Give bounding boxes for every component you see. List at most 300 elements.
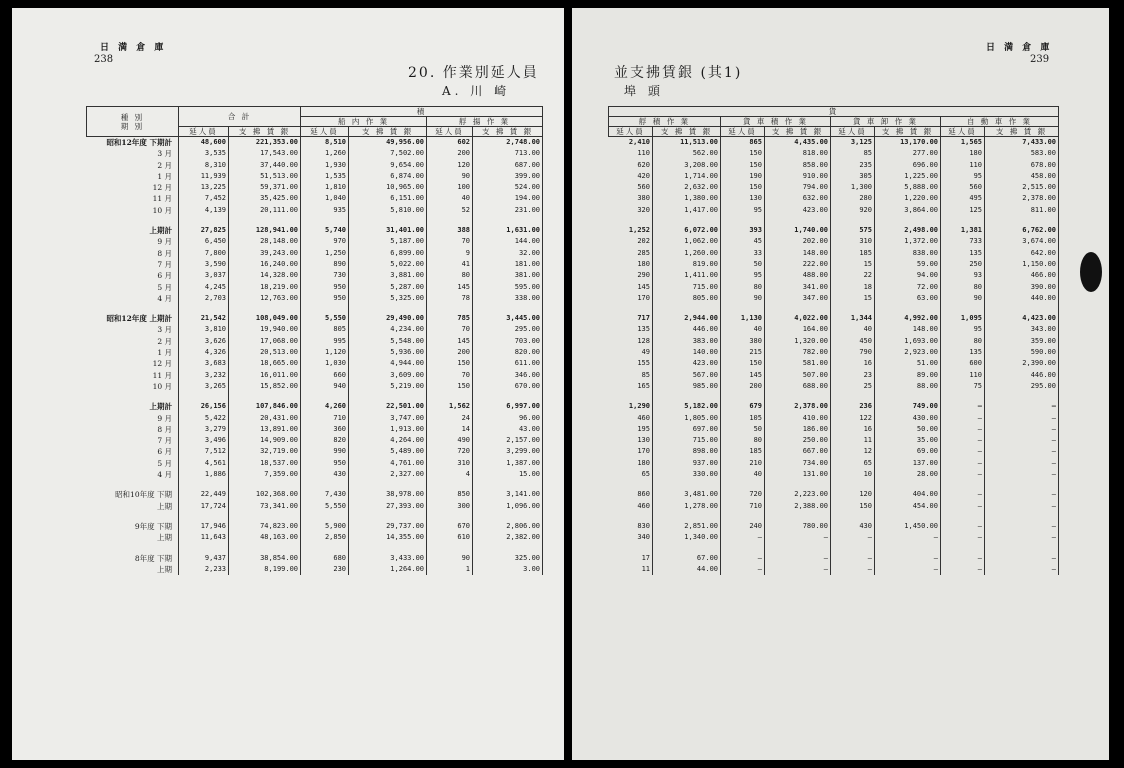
table-cell: 3,279 bbox=[179, 424, 229, 435]
table-cell: 18 bbox=[831, 282, 875, 293]
table-cell: 562.00 bbox=[653, 148, 721, 159]
table-cell: 2,382.00 bbox=[473, 532, 543, 543]
table-cell: 180 bbox=[941, 148, 985, 159]
table-cell: 898.00 bbox=[653, 446, 721, 457]
table-cell bbox=[765, 544, 831, 553]
table-cell: 40 bbox=[831, 324, 875, 335]
table-cell: 5,936.00 bbox=[349, 347, 427, 358]
table-cell: 13,170.00 bbox=[875, 137, 941, 149]
table-cell bbox=[473, 512, 543, 521]
table-row bbox=[609, 205, 1059, 216]
table-cell: 20,431.00 bbox=[229, 413, 301, 424]
table-cell: 2,233 bbox=[179, 564, 229, 575]
table-cell: 15,852.00 bbox=[229, 381, 301, 392]
table-cell: 280 bbox=[831, 193, 875, 204]
table-cell: 1,805.00 bbox=[653, 413, 721, 424]
table-row bbox=[87, 544, 543, 553]
table-cell: 145 bbox=[427, 336, 473, 347]
table-cell: 811.00 bbox=[985, 205, 1059, 216]
table-cell: 7,433.00 bbox=[985, 137, 1059, 149]
table-cell bbox=[765, 512, 831, 521]
table-cell: 40 bbox=[721, 324, 765, 335]
table-cell: 600 bbox=[941, 358, 985, 369]
table-row bbox=[87, 501, 543, 512]
table-cell: 85 bbox=[831, 148, 875, 159]
table-cell: 22,449 bbox=[179, 489, 229, 500]
table-cell bbox=[609, 480, 653, 489]
table-cell: 2,515.00 bbox=[985, 182, 1059, 193]
table-cell: 5,182.00 bbox=[653, 401, 721, 412]
table-cell: 13,225 bbox=[179, 182, 229, 193]
table-row bbox=[87, 171, 543, 182]
table-cell bbox=[653, 544, 721, 553]
table-cell: 1,030 bbox=[301, 358, 349, 369]
table-cell bbox=[653, 216, 721, 225]
table-cell bbox=[349, 304, 427, 313]
table-cell: 679 bbox=[721, 401, 765, 412]
table-cell: 2,703 bbox=[179, 293, 229, 304]
row-label bbox=[87, 216, 179, 225]
table-row bbox=[87, 193, 543, 204]
table-cell: 830 bbox=[609, 521, 653, 532]
table-cell: 1,913.00 bbox=[349, 424, 427, 435]
table-cell bbox=[229, 392, 301, 401]
table-cell: 858.00 bbox=[765, 160, 831, 171]
table-cell: 5,900 bbox=[301, 521, 349, 532]
table-row bbox=[609, 413, 1059, 424]
table-cell: 4,944.00 bbox=[349, 358, 427, 369]
table-cell: 4,561 bbox=[179, 458, 229, 469]
table-cell: 310 bbox=[427, 458, 473, 469]
table-cell bbox=[427, 304, 473, 313]
table-cell: 430 bbox=[831, 521, 875, 532]
row-label bbox=[87, 512, 179, 521]
table-cell: 3,683 bbox=[179, 358, 229, 369]
table-cell bbox=[653, 304, 721, 313]
table-cell: 222.00 bbox=[765, 259, 831, 270]
table-cell: 32.00 bbox=[473, 248, 543, 259]
table-row bbox=[87, 293, 543, 304]
table-cell: 3,125 bbox=[831, 137, 875, 149]
table-row bbox=[609, 293, 1059, 304]
table-cell: 720 bbox=[721, 489, 765, 500]
table-row bbox=[87, 160, 543, 171]
header-col4: 自 動 車 作 業 bbox=[941, 117, 1059, 127]
table-cell: — bbox=[875, 553, 941, 564]
table-cell bbox=[941, 216, 985, 225]
table-cell: 1,810 bbox=[301, 182, 349, 193]
table-cell: 330.00 bbox=[653, 469, 721, 480]
table-cell: — bbox=[985, 521, 1059, 532]
table-cell: 2,850 bbox=[301, 532, 349, 543]
table-cell: 715.00 bbox=[653, 282, 721, 293]
table-cell bbox=[349, 512, 427, 521]
table-cell: — bbox=[941, 521, 985, 532]
table-cell: 11,939 bbox=[179, 171, 229, 182]
table-cell: 458.00 bbox=[985, 171, 1059, 182]
table-cell: 277.00 bbox=[875, 148, 941, 159]
right-page bbox=[572, 8, 1109, 760]
table-cell: 818.00 bbox=[765, 148, 831, 159]
table-cell bbox=[427, 392, 473, 401]
table-cell: — bbox=[875, 564, 941, 575]
left-data-table bbox=[86, 106, 543, 575]
table-cell: 105 bbox=[721, 413, 765, 424]
table-cell: 17,724 bbox=[179, 501, 229, 512]
table-cell: 696.00 bbox=[875, 160, 941, 171]
table-cell: — bbox=[765, 553, 831, 564]
table-cell: 93 bbox=[941, 270, 985, 281]
table-cell: 89.00 bbox=[875, 370, 941, 381]
table-cell: 2,851.00 bbox=[653, 521, 721, 532]
table-cell: 200 bbox=[721, 381, 765, 392]
table-cell: 63.00 bbox=[875, 293, 941, 304]
table-cell: 50 bbox=[721, 424, 765, 435]
table-cell: 860 bbox=[609, 489, 653, 500]
table-cell: 7,800 bbox=[179, 248, 229, 259]
table-cell: 782.00 bbox=[765, 347, 831, 358]
table-cell: 4,761.00 bbox=[349, 458, 427, 469]
table-cell: 610 bbox=[427, 532, 473, 543]
table-cell: 495 bbox=[941, 193, 985, 204]
table-cell: 1,417.00 bbox=[653, 205, 721, 216]
table-row bbox=[609, 370, 1059, 381]
table-cell: 295.00 bbox=[473, 324, 543, 335]
table-row bbox=[609, 347, 1059, 358]
table-cell: 4,992.00 bbox=[875, 313, 941, 324]
table-row bbox=[609, 282, 1059, 293]
table-cell: 4,264.00 bbox=[349, 435, 427, 446]
table-cell bbox=[721, 304, 765, 313]
table-cell: 9,654.00 bbox=[349, 160, 427, 171]
table-cell: 148.00 bbox=[875, 324, 941, 335]
table-cell: 80 bbox=[427, 270, 473, 281]
table-cell bbox=[179, 216, 229, 225]
table-cell: 346.00 bbox=[473, 370, 543, 381]
table-cell: 145 bbox=[721, 370, 765, 381]
table-row bbox=[87, 458, 543, 469]
table-cell bbox=[721, 216, 765, 225]
table-row bbox=[87, 358, 543, 369]
table-cell: 680 bbox=[301, 553, 349, 564]
table-cell: 12,763.00 bbox=[229, 293, 301, 304]
table-cell: 805 bbox=[301, 324, 349, 335]
table-row bbox=[609, 392, 1059, 401]
table-title: 並支拂賃銀 (其1) bbox=[614, 65, 743, 81]
book-spine bbox=[564, 0, 572, 768]
table-cell: 3,496 bbox=[179, 435, 229, 446]
table-cell: 75 bbox=[941, 381, 985, 392]
table-cell: 130 bbox=[609, 435, 653, 446]
table-cell: 14,328.00 bbox=[229, 270, 301, 281]
table-cell: 80 bbox=[721, 435, 765, 446]
table-cell: 235 bbox=[831, 160, 875, 171]
table-cell: 18,665.00 bbox=[229, 358, 301, 369]
table-cell: 22,501.00 bbox=[349, 401, 427, 412]
table-cell: 611.00 bbox=[473, 358, 543, 369]
table-cell: 14 bbox=[427, 424, 473, 435]
table-cell bbox=[609, 544, 653, 553]
table-cell: 6,874.00 bbox=[349, 171, 427, 182]
table-cell: 67.00 bbox=[653, 553, 721, 564]
table-cell: 749.00 bbox=[875, 401, 941, 412]
table-cell: 359.00 bbox=[985, 336, 1059, 347]
table-subtitle: 埠 頭 bbox=[624, 84, 664, 98]
table-cell: 488.00 bbox=[765, 270, 831, 281]
table-cell: 360 bbox=[301, 424, 349, 435]
table-cell: 110 bbox=[941, 160, 985, 171]
table-cell: 41 bbox=[427, 259, 473, 270]
table-cell: 381.00 bbox=[473, 270, 543, 281]
table-cell: 17,543.00 bbox=[229, 148, 301, 159]
table-cell: 202.00 bbox=[765, 236, 831, 247]
row-label: 11 月 bbox=[87, 370, 179, 381]
table-cell: — bbox=[765, 532, 831, 543]
table-cell bbox=[609, 392, 653, 401]
table-cell: 21,542 bbox=[179, 313, 229, 324]
table-cell: — bbox=[941, 553, 985, 564]
table-row bbox=[609, 216, 1059, 225]
table-cell: 5,810.00 bbox=[349, 205, 427, 216]
table-cell: 70 bbox=[427, 236, 473, 247]
table-cell: 28,148.00 bbox=[229, 236, 301, 247]
table-cell: 17,068.00 bbox=[229, 336, 301, 347]
table-cell: 40 bbox=[721, 469, 765, 480]
table-cell: 25 bbox=[831, 381, 875, 392]
table-cell: 780.00 bbox=[765, 521, 831, 532]
table-cell: 9 bbox=[427, 248, 473, 259]
table-cell: 3,433.00 bbox=[349, 553, 427, 564]
table-cell: 78 bbox=[427, 293, 473, 304]
table-cell: — bbox=[721, 553, 765, 564]
table-cell: 423.00 bbox=[653, 358, 721, 369]
table-cell: 865 bbox=[721, 137, 765, 149]
table-cell: 310 bbox=[831, 236, 875, 247]
table-cell: — bbox=[985, 532, 1059, 543]
table-cell bbox=[349, 544, 427, 553]
table-cell: 20,513.00 bbox=[229, 347, 301, 358]
table-row bbox=[87, 324, 543, 335]
table-cell: 11 bbox=[831, 435, 875, 446]
table-row bbox=[609, 236, 1059, 247]
header-persons: 延人員 bbox=[179, 127, 229, 137]
table-cell: 590.00 bbox=[985, 347, 1059, 358]
table-row bbox=[87, 270, 543, 281]
table-cell: 145 bbox=[427, 282, 473, 293]
table-cell bbox=[985, 512, 1059, 521]
table-cell: 3,481.00 bbox=[653, 489, 721, 500]
table-cell bbox=[941, 480, 985, 489]
table-row bbox=[87, 148, 543, 159]
row-label: 9 月 bbox=[87, 413, 179, 424]
row-label: 上期計 bbox=[87, 401, 179, 412]
table-cell: 210 bbox=[721, 458, 765, 469]
table-cell: 1,096.00 bbox=[473, 501, 543, 512]
row-label bbox=[87, 544, 179, 553]
table-cell: 150 bbox=[721, 160, 765, 171]
table-cell: 7,359.00 bbox=[229, 469, 301, 480]
table-cell: 524.00 bbox=[473, 182, 543, 193]
row-label: 昭和12年度 下期計 bbox=[87, 137, 179, 149]
header-wages: 支 拂 賃 銀 bbox=[229, 127, 301, 137]
table-cell bbox=[831, 392, 875, 401]
table-cell: 507.00 bbox=[765, 370, 831, 381]
row-label: 1 月 bbox=[87, 347, 179, 358]
table-cell: 7,430 bbox=[301, 489, 349, 500]
table-cell: 4 bbox=[427, 469, 473, 480]
left-page bbox=[12, 8, 564, 760]
table-row bbox=[609, 553, 1059, 564]
table-subtitle: A. 川 崎 bbox=[442, 84, 511, 98]
table-cell: 3,810 bbox=[179, 324, 229, 335]
table-cell: 990 bbox=[301, 446, 349, 457]
table-cell: 5,422 bbox=[179, 413, 229, 424]
table-cell: 794.00 bbox=[765, 182, 831, 193]
table-cell: 1,062.00 bbox=[653, 236, 721, 247]
table-cell: 95 bbox=[941, 171, 985, 182]
table-cell: 95 bbox=[721, 270, 765, 281]
table-row bbox=[87, 413, 543, 424]
table-row bbox=[609, 544, 1059, 553]
table-cell: 343.00 bbox=[985, 324, 1059, 335]
table-row bbox=[87, 381, 543, 392]
row-label: 2 月 bbox=[87, 336, 179, 347]
table-cell: 144.00 bbox=[473, 236, 543, 247]
table-cell: 18,219.00 bbox=[229, 282, 301, 293]
table-cell bbox=[765, 392, 831, 401]
page-number: 238 bbox=[94, 54, 114, 65]
table-cell: 8,510 bbox=[301, 137, 349, 149]
table-cell: 48,600 bbox=[179, 137, 229, 149]
table-cell: 390.00 bbox=[985, 282, 1059, 293]
table-cell bbox=[941, 304, 985, 313]
table-cell bbox=[721, 512, 765, 521]
table-cell: 1,252 bbox=[609, 225, 653, 236]
table-cell: 110 bbox=[609, 148, 653, 159]
table-row bbox=[87, 401, 543, 412]
table-cell: 3,265 bbox=[179, 381, 229, 392]
table-cell: 95 bbox=[721, 205, 765, 216]
table-cell bbox=[349, 216, 427, 225]
table-cell: 620 bbox=[609, 160, 653, 171]
table-cell: 11,643 bbox=[179, 532, 229, 543]
table-cell: 2,632.00 bbox=[653, 182, 721, 193]
table-cell: 660 bbox=[301, 370, 349, 381]
company-header: 日 満 倉 庫 bbox=[100, 43, 167, 53]
table-cell: 325.00 bbox=[473, 553, 543, 564]
table-cell: 38,854.00 bbox=[229, 553, 301, 564]
table-cell: 697.00 bbox=[653, 424, 721, 435]
header-persons: 延人員 bbox=[301, 127, 349, 137]
table-cell: 4,245 bbox=[179, 282, 229, 293]
table-cell: 137.00 bbox=[875, 458, 941, 469]
table-cell: 128,941.00 bbox=[229, 225, 301, 236]
header-persons: 延人員 bbox=[831, 127, 875, 137]
table-cell bbox=[301, 216, 349, 225]
table-cell: 49 bbox=[609, 347, 653, 358]
table-cell: 5,548.00 bbox=[349, 336, 427, 347]
table-row bbox=[609, 435, 1059, 446]
table-cell: 820.00 bbox=[473, 347, 543, 358]
table-cell: 305 bbox=[831, 171, 875, 182]
table-cell: 935 bbox=[301, 205, 349, 216]
table-cell: 920 bbox=[831, 205, 875, 216]
table-cell: 59.00 bbox=[875, 259, 941, 270]
table-cell: 33 bbox=[721, 248, 765, 259]
table-cell: 1,120 bbox=[301, 347, 349, 358]
table-cell: 1,562 bbox=[427, 401, 473, 412]
header-col3: 貨 車 卸 作 業 bbox=[831, 117, 941, 127]
table-cell: 45 bbox=[721, 236, 765, 247]
table-cell bbox=[721, 480, 765, 489]
table-row bbox=[609, 458, 1059, 469]
row-label: 上期 bbox=[87, 501, 179, 512]
table-cell: 6,072.00 bbox=[653, 225, 721, 236]
table-cell: 340 bbox=[609, 532, 653, 543]
table-row bbox=[87, 248, 543, 259]
table-cell: 560 bbox=[941, 182, 985, 193]
table-cell: 122 bbox=[831, 413, 875, 424]
table-cell: 69.00 bbox=[875, 446, 941, 457]
table-cell: 4,423.00 bbox=[985, 313, 1059, 324]
table-cell bbox=[179, 480, 229, 489]
header-persons: 延人員 bbox=[941, 127, 985, 137]
table-cell: 7,512 bbox=[179, 446, 229, 457]
table-cell: 950 bbox=[301, 282, 349, 293]
table-cell bbox=[301, 392, 349, 401]
table-row bbox=[609, 564, 1059, 575]
table-cell: 1,130 bbox=[721, 313, 765, 324]
table-cell bbox=[179, 544, 229, 553]
row-label: 1 月 bbox=[87, 171, 179, 182]
table-cell: 65 bbox=[831, 458, 875, 469]
header-kind-period: 種 別 期 別 bbox=[87, 107, 179, 137]
table-cell: 985.00 bbox=[653, 381, 721, 392]
table-cell: 90 bbox=[941, 293, 985, 304]
table-cell: 185 bbox=[831, 248, 875, 259]
table-cell bbox=[229, 512, 301, 521]
table-cell: 8,199.00 bbox=[229, 564, 301, 575]
table-cell: 250 bbox=[941, 259, 985, 270]
table-cell: 1,040 bbox=[301, 193, 349, 204]
table-cell: 632.00 bbox=[765, 193, 831, 204]
table-cell: 26,156 bbox=[179, 401, 229, 412]
table-cell: 3,208.00 bbox=[653, 160, 721, 171]
table-row bbox=[609, 489, 1059, 500]
table-cell: 195 bbox=[609, 424, 653, 435]
table-cell: 2,410 bbox=[609, 137, 653, 149]
table-cell bbox=[721, 544, 765, 553]
row-label: 9 月 bbox=[87, 236, 179, 247]
table-cell: 4,022.00 bbox=[765, 313, 831, 324]
table-cell: 1,344 bbox=[831, 313, 875, 324]
table-cell: 11,513.00 bbox=[653, 137, 721, 149]
table-cell bbox=[875, 544, 941, 553]
table-cell: 730 bbox=[301, 270, 349, 281]
table-cell: 850 bbox=[427, 489, 473, 500]
header-col1: 船 内 作 業 bbox=[301, 117, 427, 127]
table-cell: 51.00 bbox=[875, 358, 941, 369]
table-cell: 320 bbox=[609, 205, 653, 216]
table-cell: 135 bbox=[609, 324, 653, 335]
table-cell: — bbox=[985, 469, 1059, 480]
table-row bbox=[609, 324, 1059, 335]
table-cell bbox=[229, 304, 301, 313]
table-cell: 388 bbox=[427, 225, 473, 236]
page-number: 239 bbox=[1030, 54, 1050, 65]
row-label: 昭和10年度 下期 bbox=[87, 489, 179, 500]
table-cell: 717 bbox=[609, 313, 653, 324]
